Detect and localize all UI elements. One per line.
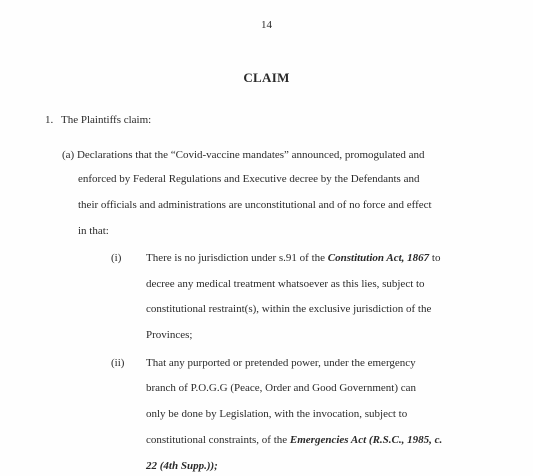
item-ii-line: That any purported or pretended power, under the emergency <box>146 357 416 369</box>
sub-paragraph-a-line: in that: <box>78 225 109 237</box>
paragraph-number: 1. <box>45 114 54 126</box>
item-i-line: decree any medical treatment whatsoever as this lies, subject to <box>146 278 425 290</box>
sub-paragraph-a-line: their officials and administrations are unconstitutional and of no force and effect <box>78 199 432 211</box>
item-ii-line <box>146 459 218 473</box>
item-ii-line: only be done by Legislation, with the invocation, subject to <box>146 408 408 420</box>
paragraph-text: The Plaintiffs claim: <box>61 114 152 126</box>
item-ii-text: constitutional constraints, of the <box>146 434 290 446</box>
section-heading: CLAIM <box>243 70 290 85</box>
item-i-line: constitutional restraint(s), within the exclusive jurisdiction of the <box>146 303 432 315</box>
sub-paragraph-a-line: enforced by Federal Regulations and Executive decree by the Defendants and <box>78 173 420 185</box>
item-i-line <box>146 251 440 265</box>
item-i-statute: Constitution Act, 1867 <box>327 252 430 264</box>
sub-paragraph-a-line: (a) Declarations that the “Covid-vaccine mandates” announced, promogulated and <box>62 149 425 161</box>
item-ii-statute: Emergencies Act (R.S.C., 1985, c. <box>289 434 443 446</box>
item-i-text: to <box>429 252 441 264</box>
item-ii-statute: 22 (4th Supp.)); <box>146 460 218 472</box>
item-i-line: Provinces; <box>146 329 193 341</box>
item-ii-line: branch of P.O.G.G (Peace, Order and Good Government) can <box>146 382 417 394</box>
item-i-text: There is no jurisdiction under s.91 of the <box>146 252 328 264</box>
item-i-label: (i) <box>111 252 122 264</box>
page-number: 14 <box>261 19 272 31</box>
item-ii-line <box>146 433 442 447</box>
item-ii-label: (ii) <box>111 357 125 369</box>
